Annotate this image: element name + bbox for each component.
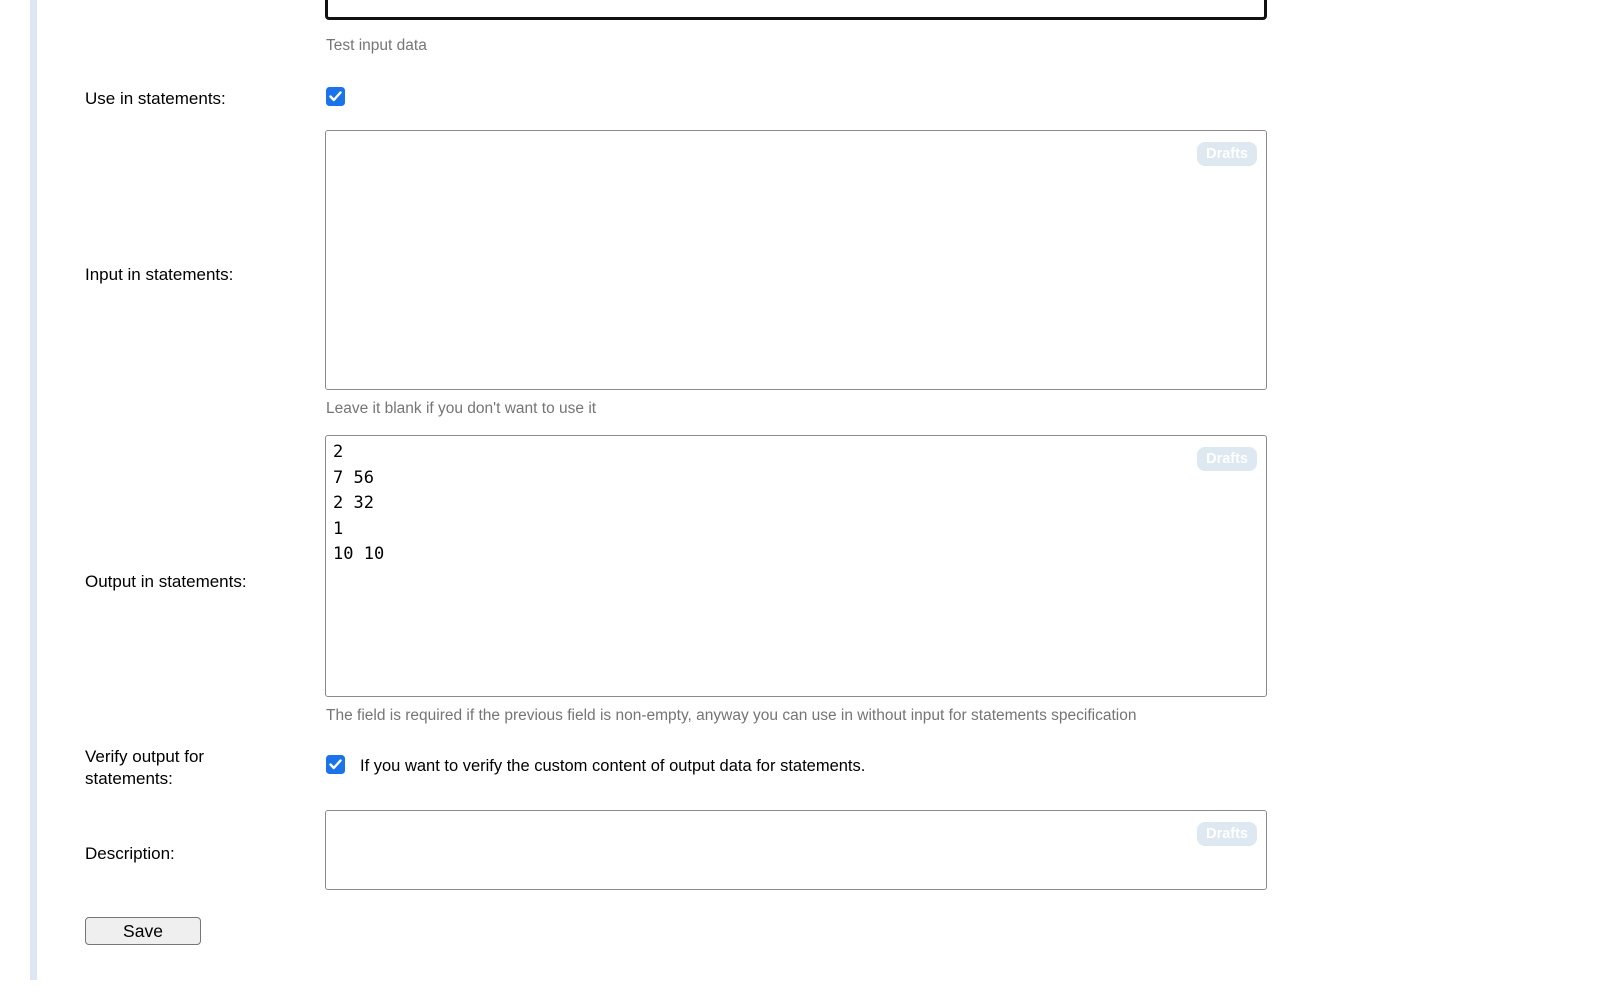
verify-output-checkbox[interactable] [326, 755, 345, 774]
output-in-statements-hint: The field is required if the previous field is non-empty, anyway you can use in without input for statements specification [326, 707, 1137, 724]
description-label: Description: [85, 844, 175, 863]
output-in-statements-textarea[interactable] [325, 435, 1267, 697]
use-in-statements-checkbox[interactable] [326, 87, 345, 106]
checkmark-icon [329, 759, 342, 770]
drafts-badge[interactable]: Drafts [1197, 142, 1257, 166]
output-in-statements-field-wrap [325, 435, 1267, 697]
drafts-badge[interactable]: Drafts [1197, 447, 1257, 471]
checkmark-icon [329, 91, 342, 102]
description-field-wrap [325, 810, 1267, 890]
test-input-textarea[interactable] [325, 0, 1267, 20]
verify-output-label: Verify output for statements: [85, 747, 205, 788]
test-input-hint: Test input data [326, 37, 427, 54]
output-in-statements-label: Output in statements: [85, 572, 247, 591]
input-in-statements-textarea[interactable] [325, 130, 1267, 390]
test-input-field-wrap [325, 0, 1267, 20]
left-accent-line [30, 0, 37, 980]
verify-output-description: If you want to verify the custom content of output data for statements. [360, 757, 866, 775]
use-in-statements-label: Use in statements: [85, 89, 226, 108]
input-in-statements-hint: Leave it blank if you don't want to use it [326, 400, 597, 417]
description-textarea[interactable] [325, 810, 1267, 890]
save-button[interactable]: Save [85, 917, 201, 945]
input-in-statements-field-wrap [325, 130, 1267, 390]
input-in-statements-label: Input in statements: [85, 265, 234, 284]
drafts-badge[interactable]: Drafts [1197, 822, 1257, 846]
